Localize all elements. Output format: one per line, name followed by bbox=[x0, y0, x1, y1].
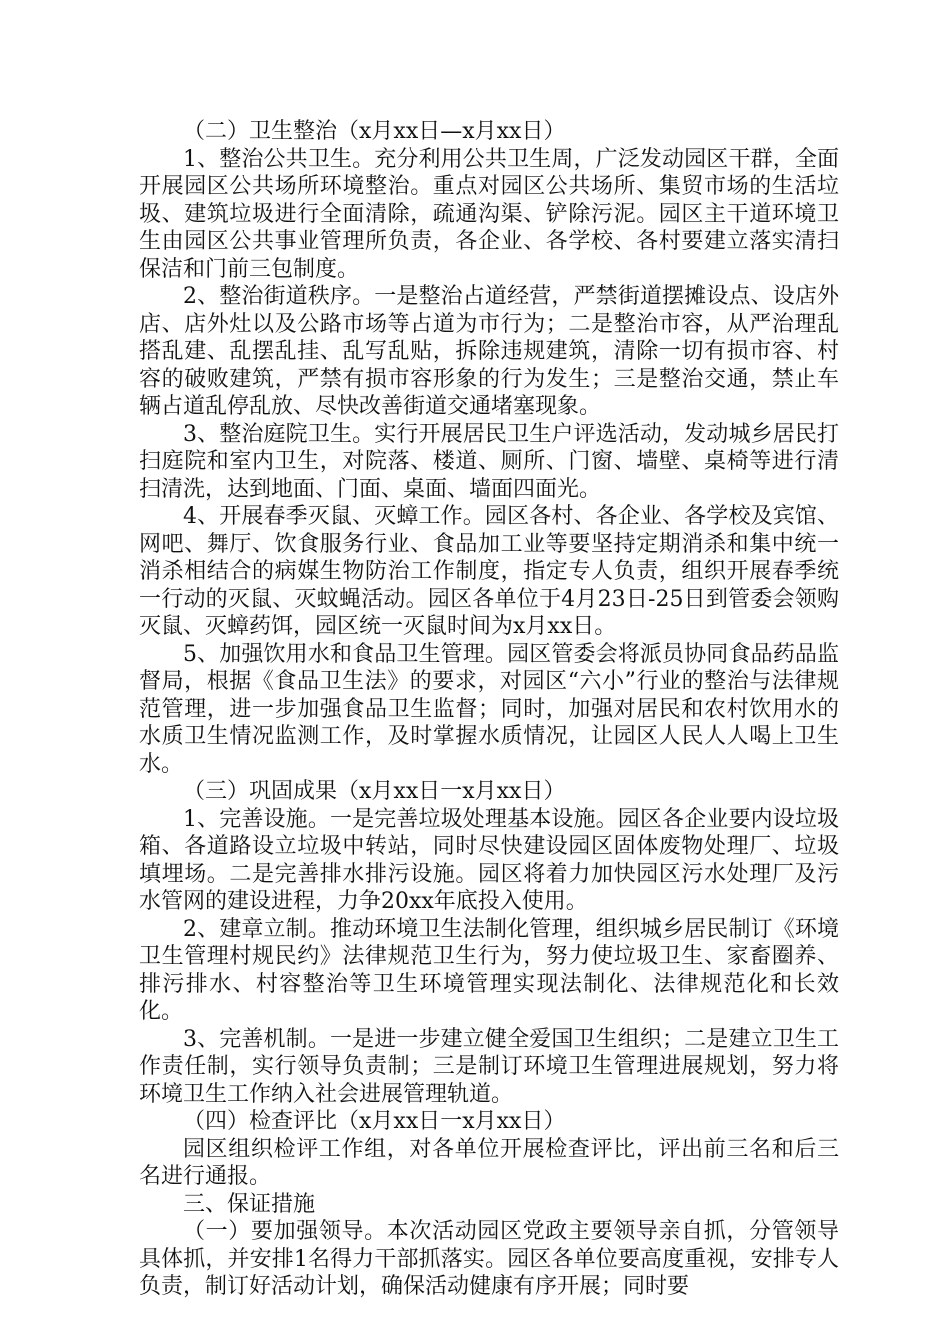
paragraph-section-2-heading: （二）卫生整治（x月xx日—x月xx日） bbox=[183, 119, 566, 144]
document-body bbox=[139, 118, 839, 1301]
paragraph-inspection: 园区组织检评工作组，对各单位开展检查评比，评出前三名和后三名进行通报。 bbox=[139, 1136, 839, 1189]
paragraph-rules: 2、建章立制。推动环境卫生法制化管理，组织城乡居民制订《环境卫生管理村规民约》法律规范卫生行为，努力使垃圾卫生、家畜圈养、排污排水、村容整治等卫生环境管理实现法制化、法律规范化和长效化。 bbox=[139, 916, 839, 1024]
paragraph-section-3-heading: （三）巩固成果（x月xx日一x月xx日） bbox=[183, 779, 566, 804]
paragraph-pest-control: 4、开展春季灭鼠、灭蟑工作。园区各村、各企业、各学校及宾馆、网吧、舞厅、饮食服务行业、食品加工业等要坚持定期消杀和集中统一消杀相结合的病媒生物防治工作制度，指定专人负责，组织开展春季统一行动的灭鼠、灭蚊蝇活动。园区各单位于4月23日-25日到管委会领购灭鼠、灭蟑药饵，园区统一灭鼠时间为x月xx日。 bbox=[139, 504, 839, 639]
paragraph-water-food-safety: 5、加强饮用水和食品卫生管理。园区管委会将派员协同食品药品监督局，根据《食品卫生法》的要求，对园区“六小”行业的整治与法律规范管理，进一步加强食品卫生监督；同时，加强对居民和农村饮用水的水质卫生情况监测工作，及时掌握水质情况，让园区人民人人喝上卫生水。 bbox=[139, 641, 839, 777]
paragraph-mechanism: 3、完善机制。一是进一步建立健全爱国卫生组织；二是建立卫生工作责任制，实行领导负责制；三是制订环境卫生管理进展规划，努力将环境卫生工作纳入社会进展管理轨道。 bbox=[139, 1026, 839, 1107]
paragraph-public-hygiene: 1、整治公共卫生。充分利用公共卫生周，广泛发动园区干群，全面开展园区公共场所环境整治。重点对园区公共场所、集贸市场的生活垃圾、建筑垃圾进行全面清除，疏通沟渠、铲除污泥。园区主干道环境卫生由园区公共事业管理所负责，各企业、各学校、各村要建立落实清扫保洁和门前三包制度。 bbox=[139, 146, 839, 282]
paragraph-courtyard-hygiene: 3、整治庭院卫生。实行开展居民卫生户评选活动，发动城乡居民打扫庭院和室内卫生，对院落、楼道、厕所、门窗、墙壁、桌椅等进行清扫清洗，达到地面、门面、桌面、墙面四面光。 bbox=[139, 421, 839, 502]
paragraph-leadership: （一）要加强领导。本次活动园区党政主要领导亲自抓，分管领导具体抓，并安排1名得力干部抓落实。园区各单位要高度重视，安排专人负责，制订好活动计划，确保活动健康有序开展；同时要 bbox=[139, 1219, 839, 1299]
paragraph-improve-facilities: 1、完善设施。一是完善垃圾处理基本设施。园区各企业要内设垃圾箱、各道路设立垃圾中转站，同时尽快建设园区固体废物处理厂、垃圾填埋场。二是完善排水排污设施。园区将着力加快园区污水处理厂及污水管网的建设进程，力争20xx年底投入使用。 bbox=[139, 806, 839, 914]
paragraph-street-order: 2、整治街道秩序。一是整治占道经营，严禁街道摆摊设点、设店外店、店外灶以及公路市场等占道为市行为；二是整治市容，从严治理乱搭乱建、乱摆乱挂、乱写乱贴，拆除违规建筑，清除一切有损市容、村容的破败建筑，严禁有损市容形象的行为发生；三是整治交通，禁止车辆占道乱停乱放、尽快改善街道交通堵塞现象。 bbox=[139, 284, 839, 419]
paragraph-measures-heading: 三、保证措施 bbox=[183, 1191, 316, 1217]
paragraph-section-4-heading: （四）检查评比（x月xx日一x月xx日） bbox=[183, 1109, 566, 1134]
